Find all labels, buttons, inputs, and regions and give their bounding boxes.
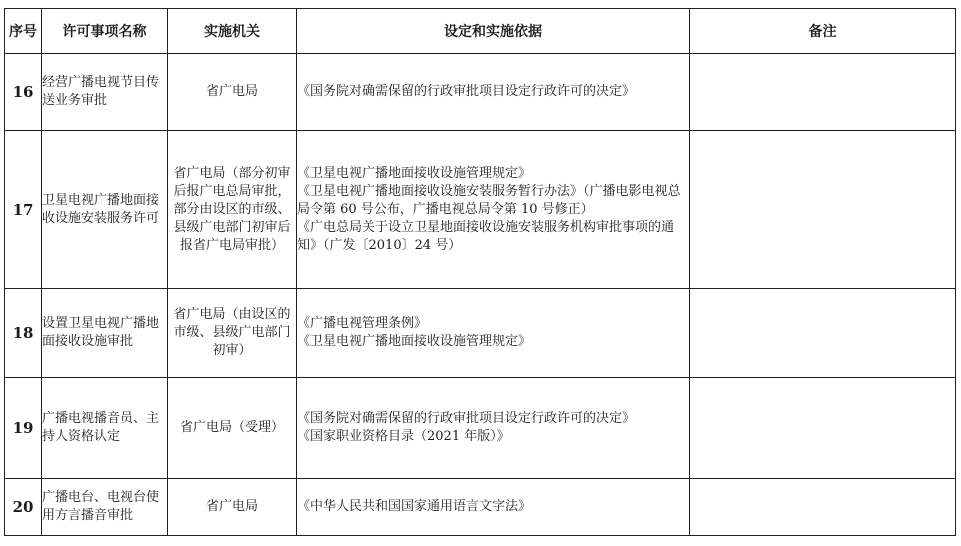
basis-item: 《国家职业资格目录（2021 年版）》 [297,429,510,444]
implementing-org: 省广电局（受理） [168,378,297,479]
permit-name: 设置卫星电视广播地面接收设施审批 [42,289,168,378]
legal-basis [297,54,690,131]
permit-name: 经营广播电视节目传送业务审批 [42,54,168,131]
legal-basis [297,289,690,378]
row-no: 20 [5,479,42,536]
table-row [5,479,956,536]
table-row [5,289,956,378]
implementing-org: 省广电局（部分初审后报广电总局审批，部分由设区的市级、县级广电部门初审后报省广电局审批） [168,131,297,289]
table-row [5,131,956,289]
header-note: 备注 [690,9,956,54]
permit-name: 广播电视播音员、主持人资格认定 [42,378,168,479]
implementing-org: 省广电局（由设区的市级、县级广电部门初审） [168,289,297,378]
implementing-org: 省广电局 [168,479,297,536]
remark [690,378,956,479]
basis-item: 《卫星电视广播地面接收设施管理规定》 [297,334,532,349]
remark [690,54,956,131]
permit-table [4,8,956,536]
basis-item: 《广播电视管理条例》 [297,316,428,331]
permit-name: 广播电台、电视台使用方言播音审批 [42,479,168,536]
implementing-org: 省广电局 [168,54,297,131]
basis-item: 《国务院对确需保留的行政审批项目设定行政许可的决定》 [297,84,636,99]
table-row [5,54,956,131]
basis-item: 《中华人民共和国国家通用语言文字法》 [297,499,532,514]
basis-item: 《卫星电视广播地面接收设施安装服务暂行办法》（广播电影电视总局令第 60 号公布，广播电视总局令第 10 号修正） [297,183,681,217]
remark [690,479,956,536]
row-no: 18 [5,289,42,378]
remark [690,289,956,378]
basis-item: 《广电总局关于设立卫星地面接收设施安装服务机构审批事项的通知》（广发〔2010〕24 号） [297,219,675,253]
legal-basis [297,131,690,289]
basis-item: 《卫星电视广播地面接收设施管理规定》 [297,165,532,181]
permit-name: 卫星电视广播地面接收设施安装服务许可 [42,131,168,289]
header-org: 实施机关 [168,9,297,54]
basis-item: 《国务院对确需保留的行政审批项目设定行政许可的决定》 [297,411,636,426]
header-name: 许可事项名称 [42,9,168,54]
legal-basis [297,479,690,536]
row-no: 19 [5,378,42,479]
header-basis: 设定和实施依据 [297,9,690,54]
legal-basis [297,378,690,479]
row-no: 16 [5,54,42,131]
header-no: 序号 [5,9,42,54]
remark [690,131,956,289]
header-row [5,9,956,54]
table-row [5,378,956,479]
row-no: 17 [5,131,42,289]
